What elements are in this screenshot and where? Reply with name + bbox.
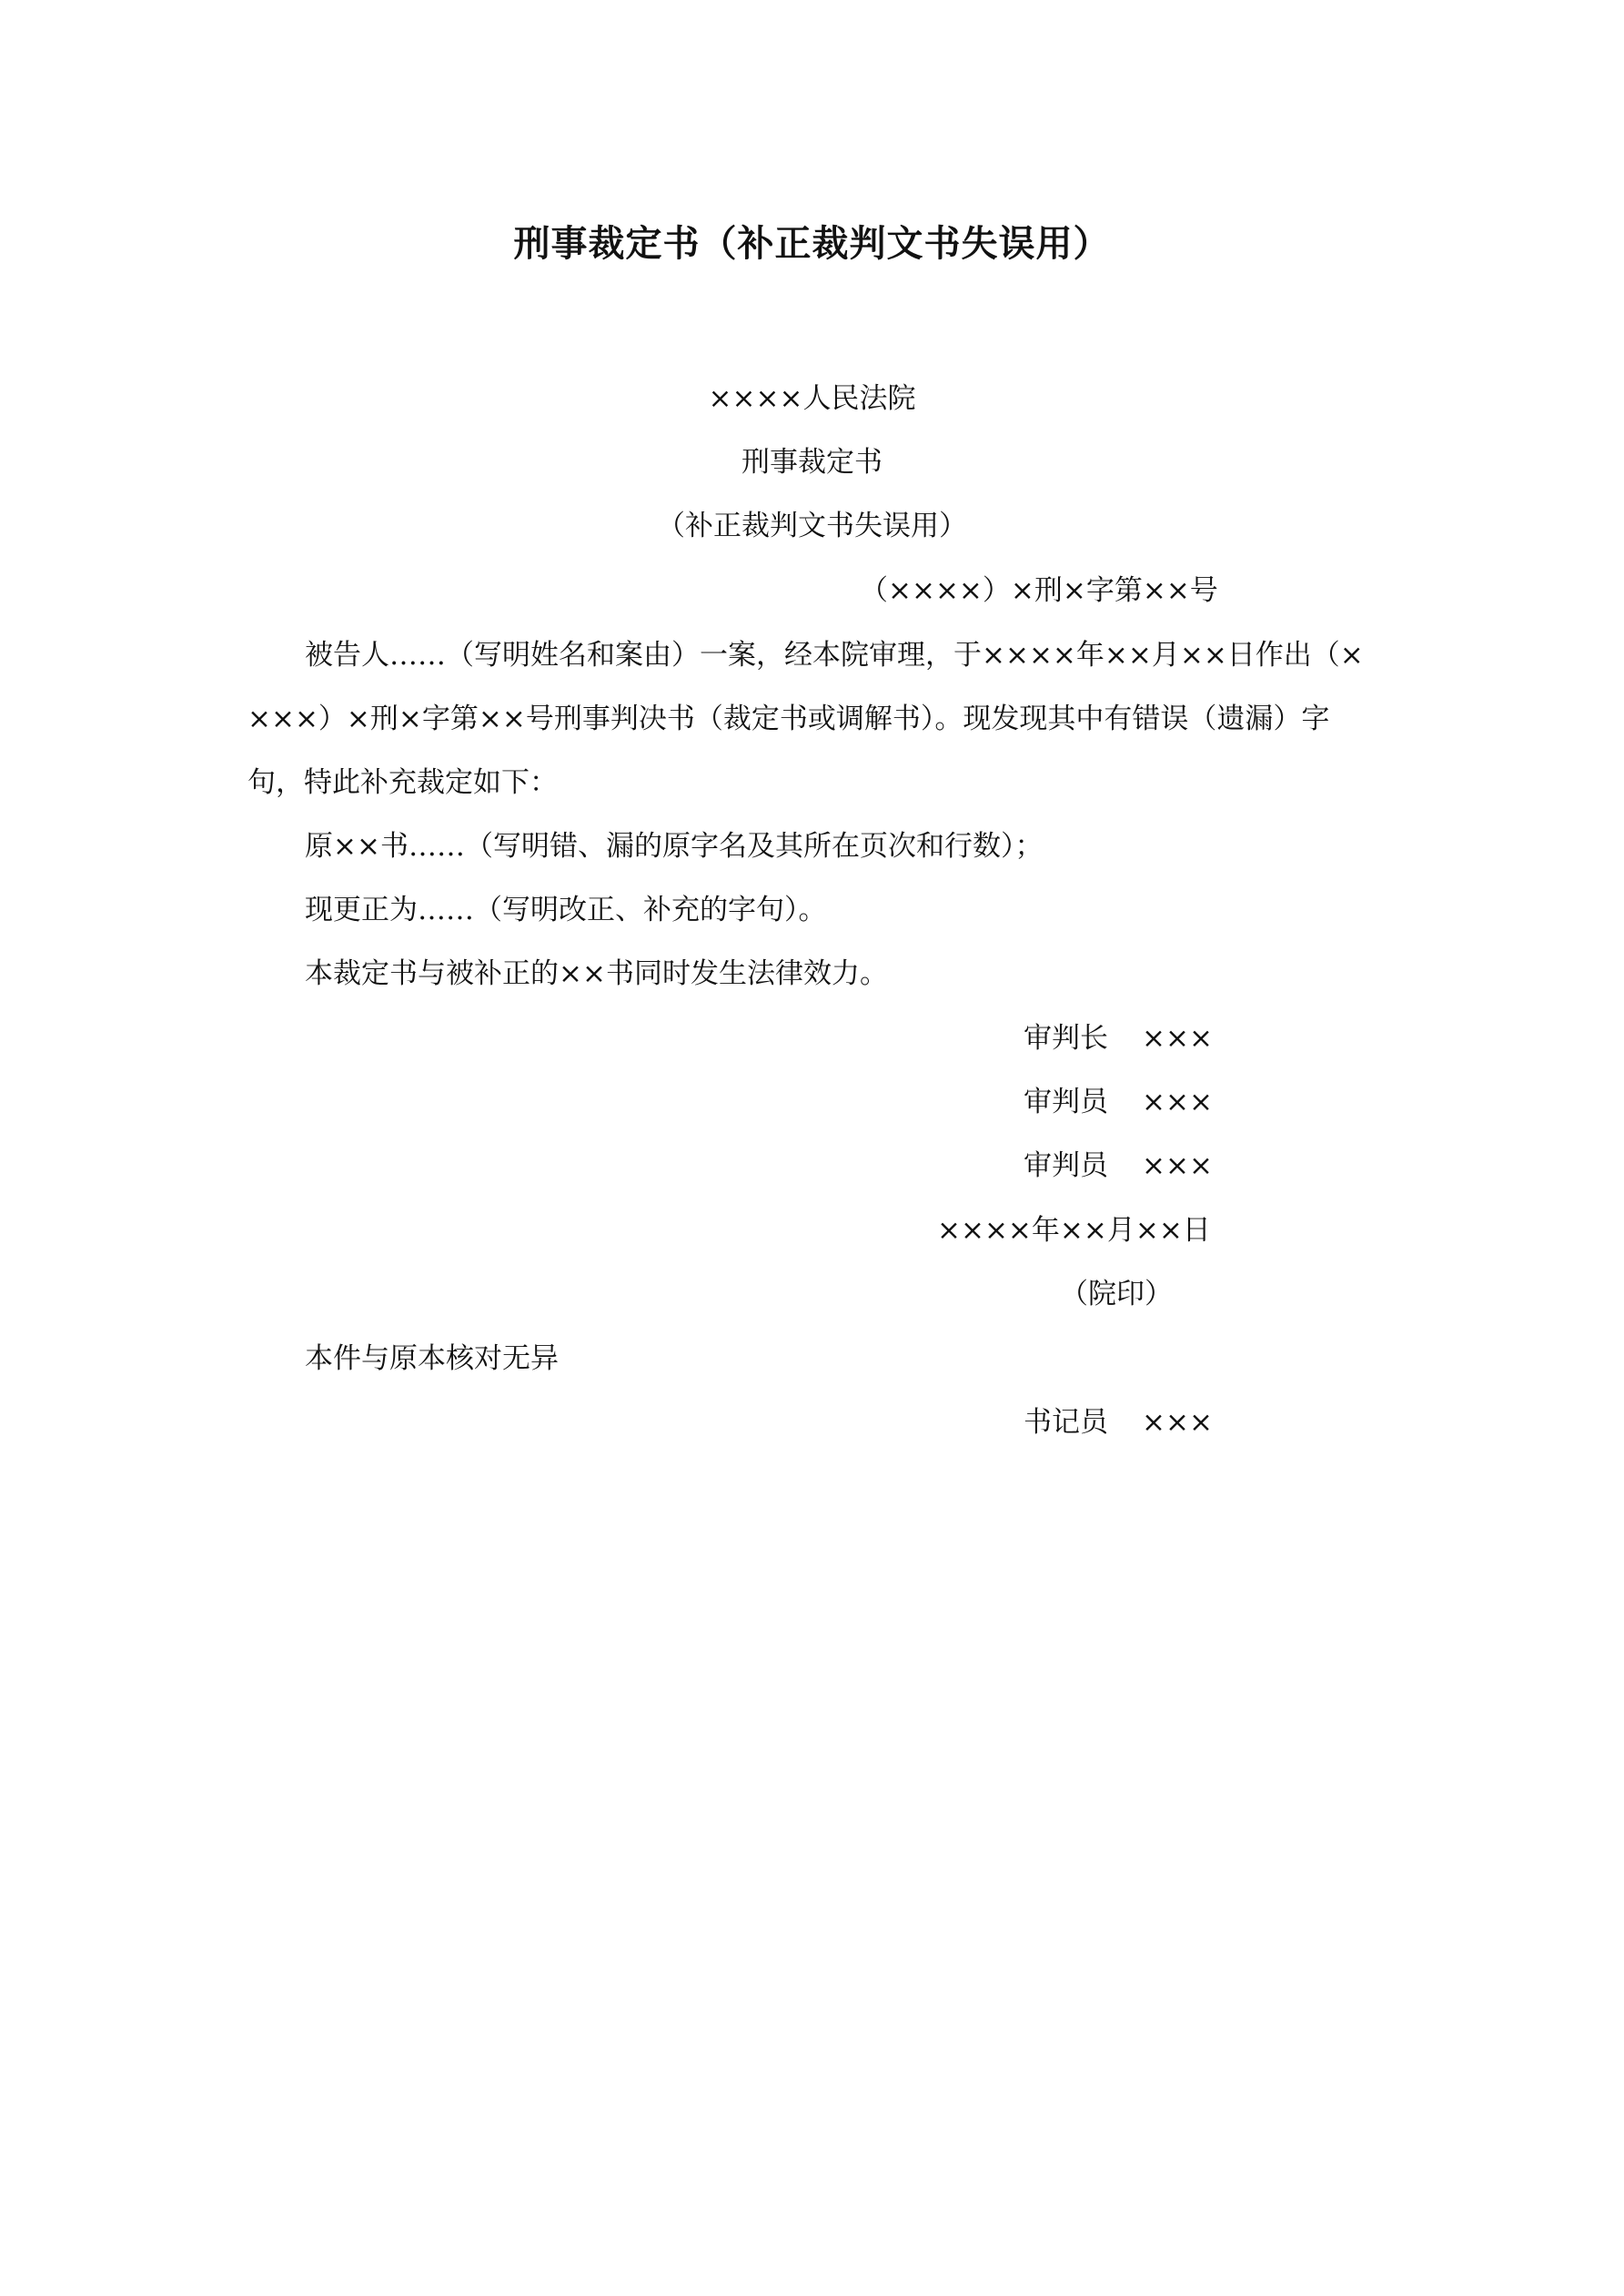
body-paragraph-1-line-1: 被告人……（写明姓名和案由）一案，经本院审理，于××××年××月××日作出（×: [305, 639, 1364, 672]
document-type: 刑事裁定书: [741, 446, 883, 479]
court-name: ××××人民法院: [708, 382, 916, 415]
clerk-role: 书记员: [1024, 1406, 1108, 1439]
document-subtitle: （补正裁判文书失误用）: [657, 510, 967, 542]
court-seal: （院印）: [1060, 1278, 1173, 1310]
signature-role-1: 审判长: [1024, 1022, 1108, 1055]
body-paragraph-4: 本裁定书与被补正的××书同时发生法律效力。: [305, 957, 888, 990]
signature-role-2: 审判员: [1024, 1086, 1108, 1118]
body-paragraph-1-line-3: 句，特此补充裁定如下：: [247, 766, 558, 799]
body-paragraph-2: 原××书……（写明错、漏的原字名及其所在页次和行数）；: [305, 830, 1044, 863]
body-paragraph-3: 现更正为……（写明改正、补充的字句）。: [305, 894, 827, 926]
document-date: ××××年××月××日: [937, 1214, 1211, 1247]
body-paragraph-1-line-2: ×××）×刑×字第××号刑事判决书（裁定书或调解书）。现发现其中有错误（遗漏）字: [247, 703, 1330, 735]
signature-name-2: ×××: [1142, 1086, 1213, 1118]
clerk-name: ×××: [1142, 1406, 1213, 1439]
signature-role-3: 审判员: [1024, 1149, 1108, 1182]
signature-name-1: ×××: [1142, 1022, 1213, 1055]
document-title: 刑事裁定书（补正裁判文书失误用）: [513, 222, 1111, 265]
case-number: （××××）×刑×字第××号: [860, 574, 1218, 607]
signature-name-3: ×××: [1142, 1149, 1213, 1182]
certification-statement: 本件与原本核对无异: [305, 1342, 559, 1375]
